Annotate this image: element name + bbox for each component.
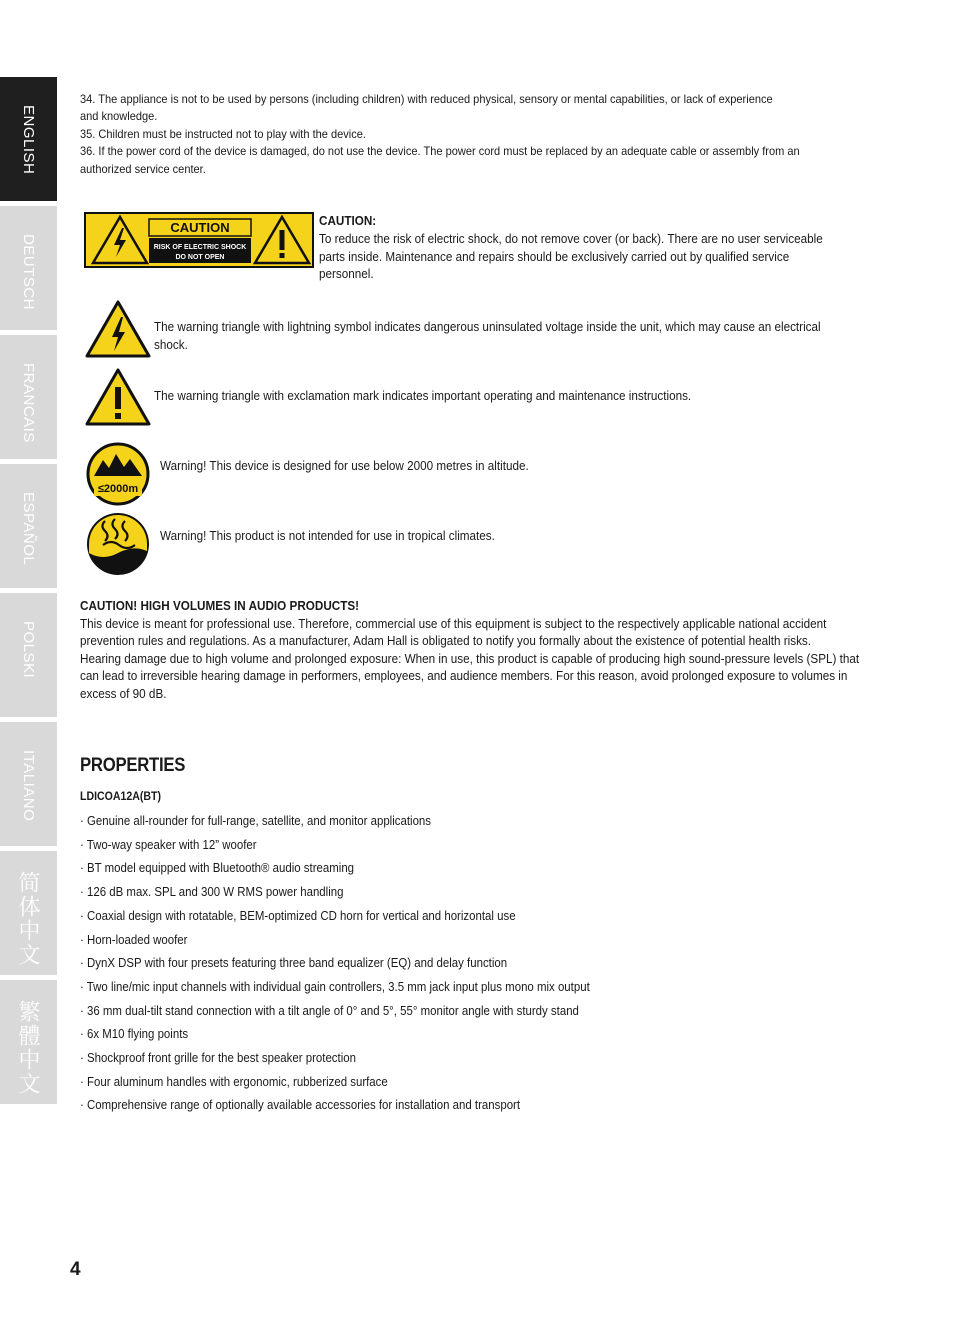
- safety-line: 36. If the power cord of the device is damaged, do not use the device. The power cord must be replaced by an adequate cable or assembly from an: [80, 144, 800, 159]
- tab-simplified-chinese[interactable]: [0, 851, 57, 975]
- safety-line: 35. Children must be instructed not to play with the device.: [80, 126, 366, 141]
- lightning-warning-icon: [84, 299, 152, 359]
- caution-label-line1: RISK OF ELECTRIC SHOCK: [153, 244, 247, 251]
- list-item: · 126 dB max. SPL and 300 W RMS power handling: [80, 884, 344, 900]
- safety-line: and knowledge.: [80, 109, 158, 124]
- caution-heading: CAUTION:: [319, 213, 377, 228]
- caution-body: To reduce the risk of electric shock, do not remove cover (or back). There are no user serviceable parts inside. Maintenance and repairs should be exclusively carried out by qualified service personnel.: [319, 230, 823, 282]
- tab-italiano[interactable]: [0, 722, 57, 846]
- tab-label: ESPAÑOL: [20, 492, 37, 566]
- high-volume-paragraph: This device is meant for professional use. Therefore, commercial use of this equipment is subject to the respectively applicable national accident prevention rules and regulations. As a manufacturer, Adam Hall is obligated to notify you formally about the existence of potential health risks.: [80, 615, 827, 649]
- tab-espanol[interactable]: [0, 464, 57, 588]
- list-item: · BT model equipped with Bluetooth® audio streaming: [80, 860, 355, 876]
- tab-traditional-chinese[interactable]: [0, 980, 57, 1104]
- list-item: · Two-way speaker with 12” woofer: [80, 836, 257, 852]
- list-item: · Coaxial design with rotatable, BEM-optimized CD horn for vertical and horizontal use: [80, 907, 516, 923]
- list-item: · Genuine all-rounder for full-range, satellite, and monitor applications: [80, 813, 432, 828]
- page-number: 4: [70, 1259, 81, 1280]
- high-volume-heading: CAUTION! HIGH VOLUMES IN AUDIO PRODUCTS!: [80, 598, 360, 613]
- list-item: · Two line/mic input channels with individual gain controllers, 3.5 mm jack input plus mono mix output: [80, 978, 590, 994]
- exclamation-description: The warning triangle with exclamation mark indicates important operating and maintenance instructions.: [154, 388, 692, 403]
- tab-label: 繁體中文: [16, 1000, 41, 1096]
- tab-label: POLSKI: [20, 621, 37, 679]
- list-item: · Horn-loaded woofer: [80, 931, 188, 947]
- safety-line: authorized service center.: [80, 161, 206, 176]
- properties-section: [80, 755, 860, 1117]
- tab-label: ENGLISH: [20, 105, 37, 175]
- properties-title: PROPERTIES: [80, 755, 186, 776]
- safety-instructions: [80, 91, 807, 178]
- tab-label: ITALIANO: [20, 750, 37, 822]
- safety-line: 34. The appliance is not to be used by persons (including children) with reduced physical, sensory or mental capabilities, or lack of experience: [80, 92, 773, 106]
- list-item: · DynX DSP with four presets featuring three band equalizer (EQ) and delay function: [80, 955, 508, 971]
- caution-label-title: CAUTION: [170, 220, 230, 235]
- lightning-description: The warning triangle with lightning symbol indicates dangerous uninsulated voltage inside the unit, which may cause an electrical shock.: [154, 319, 821, 352]
- model-name: LDICOA12A(BT): [80, 789, 161, 803]
- hearing-damage-paragraph: Hearing damage due to high volume and prolonged exposure: When in use, this product is capable of producing high sound-pressure levels (SPL) that can lead to irreversible hearing damage in performers, employees, and audience members. For this reason, avoid prolonged exposure to volumes in excess of 90 dB.: [80, 650, 860, 701]
- tab-polski[interactable]: [0, 593, 57, 717]
- list-item: · 36 mm dual-tilt stand connection with a tilt angle of 0° and 5°, 55° monitor angle with sturdy stand: [80, 1002, 579, 1018]
- tropical-description: Warning! This product is not intended for use in tropical climates.: [160, 528, 495, 543]
- properties-list: [80, 809, 860, 1117]
- altitude-icon: [85, 442, 151, 506]
- tropical-climate-icon: [85, 511, 151, 577]
- tab-label: 简体中文: [16, 871, 41, 967]
- tab-label: DEUTSCH: [20, 234, 37, 311]
- list-item: · Shockproof front grille for the best speaker protection: [80, 1050, 356, 1066]
- tab-english[interactable]: [0, 77, 57, 201]
- list-item: · Comprehensive range of optionally available accessories for installation and transport: [80, 1097, 521, 1113]
- altitude-badge-text: ≤2000m: [97, 483, 139, 495]
- altitude-description: Warning! This device is designed for use below 2000 metres in altitude.: [160, 458, 529, 473]
- caution-label-line2: DO NOT OPEN: [175, 254, 225, 261]
- list-item: · Four aluminum handles with ergonomic, rubberized surface: [80, 1073, 388, 1089]
- caution-description: [319, 212, 823, 283]
- caution-label-svg: [86, 214, 312, 266]
- high-volume-section: [80, 597, 872, 703]
- tab-deutsch[interactable]: [0, 206, 57, 330]
- tab-francais[interactable]: [0, 335, 57, 459]
- caution-label-graphic: [84, 212, 314, 268]
- list-item: · 6x M10 flying points: [80, 1026, 189, 1042]
- exclamation-warning-icon: [84, 367, 152, 427]
- tab-label: FRANCAIS: [20, 363, 37, 443]
